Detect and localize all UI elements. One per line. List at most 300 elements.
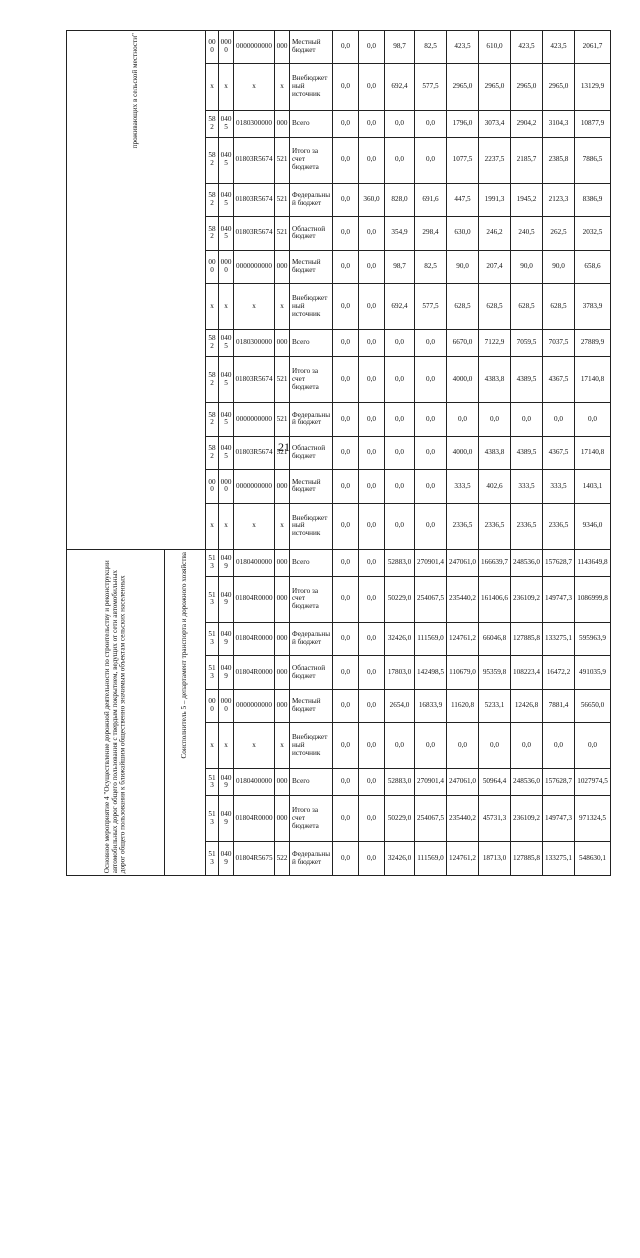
value-cell: 254067,5 <box>415 796 447 842</box>
value-cell: 12426,8 <box>511 689 543 722</box>
executor-cell-text: Соисполнитель 5 – департамент транспорта и дорожного хозяйства <box>180 551 189 759</box>
value-cell: 0,0 <box>447 723 479 769</box>
csr-cell: x <box>234 284 275 330</box>
value-cell: 0,0 <box>359 137 385 183</box>
value-cell: 235440,2 <box>447 576 479 622</box>
total-cell: 1143649,8 <box>575 549 611 576</box>
csr-cell: 0000000000 <box>234 689 275 722</box>
rz-cell: 0405 <box>219 330 234 357</box>
source-cell: Областной бюджет <box>290 656 333 689</box>
source-cell: Внебюджетный источник <box>290 503 333 549</box>
value-cell: 0,0 <box>333 250 359 283</box>
grbs-cell: x <box>206 284 219 330</box>
rz-cell: 0405 <box>219 436 234 469</box>
value-cell: 90,0 <box>447 250 479 283</box>
value-cell: 0,0 <box>415 723 447 769</box>
grbs-cell: 582 <box>206 403 219 436</box>
value-cell: 1991,3 <box>479 183 511 216</box>
csr-cell: 01804R5675 <box>234 842 275 876</box>
value-cell: 3104,3 <box>543 110 575 137</box>
csr-cell: 01804R0000 <box>234 622 275 655</box>
value-cell: 0,0 <box>333 576 359 622</box>
vr-cell: 000 <box>275 549 290 576</box>
value-cell: 2654,0 <box>385 689 415 722</box>
value-cell: 50229,0 <box>385 576 415 622</box>
value-cell: 18713,0 <box>479 842 511 876</box>
value-cell: 0,0 <box>359 842 385 876</box>
rz-cell: x <box>219 723 234 769</box>
value-cell: 32426,0 <box>385 622 415 655</box>
value-cell: 52883,0 <box>385 549 415 576</box>
value-cell: 157628,7 <box>543 549 575 576</box>
grbs-cell: 582 <box>206 436 219 469</box>
value-cell: 0,0 <box>385 403 415 436</box>
value-cell: 0,0 <box>333 549 359 576</box>
source-cell: Местный бюджет <box>290 250 333 283</box>
total-cell: 548630,1 <box>575 842 611 876</box>
value-cell: 4389,5 <box>511 436 543 469</box>
value-cell: 0,0 <box>359 284 385 330</box>
grbs-cell: x <box>206 723 219 769</box>
value-cell: 0,0 <box>359 576 385 622</box>
total-cell: 0,0 <box>575 723 611 769</box>
value-cell: 0,0 <box>359 470 385 503</box>
value-cell: 0,0 <box>511 723 543 769</box>
value-cell: 90,0 <box>543 250 575 283</box>
value-cell: 0,0 <box>385 470 415 503</box>
grbs-cell: 513 <box>206 576 219 622</box>
value-cell: 149747,3 <box>543 796 575 842</box>
grbs-cell: 000 <box>206 470 219 503</box>
value-cell: 2123,3 <box>543 183 575 216</box>
vr-cell: 521 <box>275 217 290 250</box>
total-cell: 7886,5 <box>575 137 611 183</box>
csr-cell: x <box>234 503 275 549</box>
value-cell: 0,0 <box>333 470 359 503</box>
value-cell: 0,0 <box>359 64 385 110</box>
value-cell: 577,5 <box>415 64 447 110</box>
grbs-cell: 000 <box>206 31 219 64</box>
rz-cell: 0405 <box>219 357 234 403</box>
vr-cell: x <box>275 284 290 330</box>
vr-cell: 522 <box>275 842 290 876</box>
value-cell: 0,0 <box>333 436 359 469</box>
rz-cell: 0405 <box>219 217 234 250</box>
value-cell: 142498,5 <box>415 656 447 689</box>
value-cell: 0,0 <box>333 842 359 876</box>
source-cell: Итого за счет бюджета <box>290 137 333 183</box>
value-cell: 66046,8 <box>479 622 511 655</box>
value-cell: 98,7 <box>385 250 415 283</box>
value-cell: 1945,2 <box>511 183 543 216</box>
measure-continued-cell-text: проживающих в сельской местности" <box>131 33 140 149</box>
csr-cell: 0000000000 <box>234 470 275 503</box>
value-cell: 95359,8 <box>479 656 511 689</box>
total-cell: 56650,0 <box>575 689 611 722</box>
value-cell: 4367,5 <box>543 357 575 403</box>
value-cell: 161406,6 <box>479 576 511 622</box>
vr-cell: 000 <box>275 576 290 622</box>
value-cell: 262,5 <box>543 217 575 250</box>
csr-cell: x <box>234 723 275 769</box>
csr-cell: 01803R5674 <box>234 436 275 469</box>
source-cell: Внебюджетный источник <box>290 723 333 769</box>
value-cell: 2336,5 <box>543 503 575 549</box>
value-cell: 236109,2 <box>511 576 543 622</box>
total-cell: 2061,7 <box>575 31 611 64</box>
total-cell: 0,0 <box>575 403 611 436</box>
value-cell: 333,5 <box>447 470 479 503</box>
value-cell: 423,5 <box>511 31 543 64</box>
source-cell: Федеральный бюджет <box>290 622 333 655</box>
value-cell: 11620,8 <box>447 689 479 722</box>
value-cell: 17803,0 <box>385 656 415 689</box>
value-cell: 207,4 <box>479 250 511 283</box>
value-cell: 0,0 <box>359 549 385 576</box>
value-cell: 628,5 <box>511 284 543 330</box>
measure-continued-cell <box>67 31 206 550</box>
vr-cell: 000 <box>275 656 290 689</box>
value-cell: 52883,0 <box>385 769 415 796</box>
vr-cell: 521 <box>275 436 290 469</box>
csr-cell: 0000000000 <box>234 403 275 436</box>
value-cell: 270901,4 <box>415 769 447 796</box>
value-cell: 828,0 <box>385 183 415 216</box>
value-cell: 354,9 <box>385 217 415 250</box>
value-cell: 0,0 <box>415 403 447 436</box>
measure-title-cell-text: Основное мероприятие 4 "Осуществление дорожной деятельности по строительству и реконструкции автомобильных дорог общего пользования с твердым покрытием, ведущих от сети автомобильных дорог общего пользования к ближайшим общественно значимым объектам сельских населенных <box>102 560 127 873</box>
source-cell: Областной бюджет <box>290 217 333 250</box>
value-cell: 0,0 <box>333 769 359 796</box>
value-cell: 7059,5 <box>511 330 543 357</box>
value-cell: 0,0 <box>359 436 385 469</box>
grbs-cell: 582 <box>206 110 219 137</box>
rz-cell: 0000 <box>219 470 234 503</box>
csr-cell: 0000000000 <box>234 250 275 283</box>
value-cell: 0,0 <box>385 137 415 183</box>
total-cell: 27889,9 <box>575 330 611 357</box>
value-cell: 0,0 <box>359 330 385 357</box>
value-cell: 0,0 <box>333 622 359 655</box>
value-cell: 50964,4 <box>479 769 511 796</box>
value-cell: 7881,4 <box>543 689 575 722</box>
value-cell: 2336,5 <box>511 503 543 549</box>
value-cell: 333,5 <box>543 470 575 503</box>
value-cell: 2237,5 <box>479 137 511 183</box>
value-cell: 628,5 <box>543 284 575 330</box>
value-cell: 0,0 <box>415 330 447 357</box>
value-cell: 133275,1 <box>543 842 575 876</box>
value-cell: 2385,8 <box>543 137 575 183</box>
vr-cell: x <box>275 723 290 769</box>
csr-cell: 0180300000 <box>234 110 275 137</box>
value-cell: 124761,2 <box>447 622 479 655</box>
grbs-cell: x <box>206 503 219 549</box>
csr-cell: 0180300000 <box>234 330 275 357</box>
total-cell: 13129,9 <box>575 64 611 110</box>
rz-cell: 0409 <box>219 842 234 876</box>
rz-cell: 0409 <box>219 549 234 576</box>
vr-cell: x <box>275 503 290 549</box>
value-cell: 628,5 <box>447 284 479 330</box>
value-cell: 270901,4 <box>415 549 447 576</box>
value-cell: 0,0 <box>333 330 359 357</box>
source-cell: Итого за счет бюджета <box>290 357 333 403</box>
executor-cell <box>165 549 206 875</box>
source-cell: Местный бюджет <box>290 689 333 722</box>
value-cell: 235440,2 <box>447 796 479 842</box>
value-cell: 0,0 <box>415 137 447 183</box>
grbs-cell: 582 <box>206 137 219 183</box>
value-cell: 4000,0 <box>447 357 479 403</box>
value-cell: 692,4 <box>385 284 415 330</box>
total-cell: 17140,8 <box>575 436 611 469</box>
value-cell: 0,0 <box>359 357 385 403</box>
value-cell: 5233,1 <box>479 689 511 722</box>
csr-cell: 01804R0000 <box>234 576 275 622</box>
value-cell: 0,0 <box>479 723 511 769</box>
grbs-cell: 000 <box>206 689 219 722</box>
vr-cell: 521 <box>275 137 290 183</box>
value-cell: 248536,0 <box>511 769 543 796</box>
rz-cell: x <box>219 284 234 330</box>
value-cell: 7037,5 <box>543 330 575 357</box>
source-cell: Местный бюджет <box>290 31 333 64</box>
grbs-cell: 513 <box>206 769 219 796</box>
value-cell: 111569,0 <box>415 842 447 876</box>
total-cell: 2032,5 <box>575 217 611 250</box>
value-cell: 610,0 <box>479 31 511 64</box>
value-cell: 2336,5 <box>479 503 511 549</box>
value-cell: 360,0 <box>359 183 385 216</box>
value-cell: 111569,0 <box>415 622 447 655</box>
rz-cell: 0405 <box>219 110 234 137</box>
total-cell: 8386,9 <box>575 183 611 216</box>
source-cell: Итого за счет бюджета <box>290 576 333 622</box>
value-cell: 0,0 <box>359 769 385 796</box>
value-cell: 2336,5 <box>447 503 479 549</box>
rz-cell: x <box>219 64 234 110</box>
rz-cell: x <box>219 503 234 549</box>
source-cell: Всего <box>290 769 333 796</box>
value-cell: 423,5 <box>447 31 479 64</box>
value-cell: 0,0 <box>447 403 479 436</box>
value-cell: 577,5 <box>415 284 447 330</box>
value-cell: 0,0 <box>359 503 385 549</box>
grbs-cell: 582 <box>206 357 219 403</box>
csr-cell: 01804R0000 <box>234 656 275 689</box>
value-cell: 0,0 <box>333 137 359 183</box>
source-cell: Областной бюджет <box>290 436 333 469</box>
csr-cell: 01803R5674 <box>234 137 275 183</box>
source-cell: Федеральный бюджет <box>290 403 333 436</box>
value-cell: 4383,8 <box>479 357 511 403</box>
page-number: 21 <box>278 440 290 454</box>
total-cell: 971324,5 <box>575 796 611 842</box>
vr-cell: 521 <box>275 183 290 216</box>
value-cell: 0,0 <box>359 796 385 842</box>
value-cell: 236109,2 <box>511 796 543 842</box>
grbs-cell: 513 <box>206 622 219 655</box>
value-cell: 628,5 <box>479 284 511 330</box>
value-cell: 0,0 <box>333 656 359 689</box>
value-cell: 423,5 <box>543 31 575 64</box>
total-cell: 1027974,5 <box>575 769 611 796</box>
total-cell: 658,6 <box>575 250 611 283</box>
source-cell: Местный бюджет <box>290 470 333 503</box>
value-cell: 247061,0 <box>447 769 479 796</box>
value-cell: 0,0 <box>359 656 385 689</box>
source-cell: Всего <box>290 330 333 357</box>
vr-cell: 000 <box>275 796 290 842</box>
value-cell: 0,0 <box>333 357 359 403</box>
value-cell: 2965,0 <box>543 64 575 110</box>
value-cell: 0,0 <box>415 503 447 549</box>
value-cell: 0,0 <box>359 403 385 436</box>
csr-cell: 01803R5674 <box>234 183 275 216</box>
value-cell: 0,0 <box>333 31 359 64</box>
value-cell: 45731,3 <box>479 796 511 842</box>
value-cell: 0,0 <box>415 357 447 403</box>
value-cell: 4389,5 <box>511 357 543 403</box>
value-cell: 691,6 <box>415 183 447 216</box>
value-cell: 2185,7 <box>511 137 543 183</box>
source-cell: Внебюджетный источник <box>290 64 333 110</box>
value-cell: 3073,4 <box>479 110 511 137</box>
csr-cell: 0180400000 <box>234 549 275 576</box>
grbs-cell: 582 <box>206 217 219 250</box>
grbs-cell: 582 <box>206 330 219 357</box>
value-cell: 0,0 <box>359 689 385 722</box>
csr-cell: 0000000000 <box>234 31 275 64</box>
total-cell: 9346,0 <box>575 503 611 549</box>
vr-cell: 000 <box>275 250 290 283</box>
source-cell: Всего <box>290 549 333 576</box>
vr-cell: 521 <box>275 357 290 403</box>
value-cell: 0,0 <box>385 723 415 769</box>
rz-cell: 0409 <box>219 622 234 655</box>
value-cell: 0,0 <box>385 330 415 357</box>
csr-cell: 0180400000 <box>234 769 275 796</box>
value-cell: 0,0 <box>385 436 415 469</box>
value-cell: 0,0 <box>333 689 359 722</box>
grbs-cell: 000 <box>206 250 219 283</box>
value-cell: 1077,5 <box>447 137 479 183</box>
value-cell: 0,0 <box>511 403 543 436</box>
csr-cell: 01803R5674 <box>234 217 275 250</box>
value-cell: 0,0 <box>359 31 385 64</box>
grbs-cell: 513 <box>206 842 219 876</box>
value-cell: 0,0 <box>333 217 359 250</box>
total-cell: 3783,9 <box>575 284 611 330</box>
rz-cell: 0000 <box>219 31 234 64</box>
total-cell: 1086999,8 <box>575 576 611 622</box>
value-cell: 0,0 <box>359 217 385 250</box>
value-cell: 127885,8 <box>511 842 543 876</box>
value-cell: 108223,4 <box>511 656 543 689</box>
value-cell: 127885,8 <box>511 622 543 655</box>
grbs-cell: 513 <box>206 549 219 576</box>
value-cell: 1796,0 <box>447 110 479 137</box>
value-cell: 402,6 <box>479 470 511 503</box>
value-cell: 333,5 <box>511 470 543 503</box>
value-cell: 298,4 <box>415 217 447 250</box>
value-cell: 0,0 <box>333 403 359 436</box>
vr-cell: x <box>275 64 290 110</box>
value-cell: 0,0 <box>415 436 447 469</box>
value-cell: 6670,0 <box>447 330 479 357</box>
value-cell: 82,5 <box>415 250 447 283</box>
value-cell: 248536,0 <box>511 549 543 576</box>
value-cell: 2904,2 <box>511 110 543 137</box>
value-cell: 157628,7 <box>543 769 575 796</box>
value-cell: 82,5 <box>415 31 447 64</box>
vr-cell: 000 <box>275 31 290 64</box>
value-cell: 7122,9 <box>479 330 511 357</box>
csr-cell: 01803R5674 <box>234 357 275 403</box>
total-cell: 595963,9 <box>575 622 611 655</box>
value-cell: 98,7 <box>385 31 415 64</box>
value-cell: 124761,2 <box>447 842 479 876</box>
value-cell: 0,0 <box>543 723 575 769</box>
value-cell: 110679,0 <box>447 656 479 689</box>
value-cell: 0,0 <box>543 403 575 436</box>
value-cell: 254067,5 <box>415 576 447 622</box>
value-cell: 0,0 <box>415 110 447 137</box>
value-cell: 246,2 <box>479 217 511 250</box>
value-cell: 0,0 <box>415 470 447 503</box>
value-cell: 247061,0 <box>447 549 479 576</box>
rz-cell: 0409 <box>219 656 234 689</box>
value-cell: 630,0 <box>447 217 479 250</box>
value-cell: 4367,5 <box>543 436 575 469</box>
vr-cell: 000 <box>275 470 290 503</box>
value-cell: 133275,1 <box>543 622 575 655</box>
total-cell: 17140,8 <box>575 357 611 403</box>
total-cell: 491035,9 <box>575 656 611 689</box>
value-cell: 0,0 <box>385 357 415 403</box>
vr-cell: 000 <box>275 622 290 655</box>
vr-cell: 000 <box>275 330 290 357</box>
value-cell: 32426,0 <box>385 842 415 876</box>
value-cell: 0,0 <box>333 110 359 137</box>
rz-cell: 0000 <box>219 689 234 722</box>
total-cell: 1403,1 <box>575 470 611 503</box>
value-cell: 0,0 <box>333 284 359 330</box>
csr-cell: x <box>234 64 275 110</box>
rz-cell: 0409 <box>219 576 234 622</box>
source-cell: Всего <box>290 110 333 137</box>
budget-table <box>66 30 608 876</box>
value-cell: 50229,0 <box>385 796 415 842</box>
source-cell: Итого за счет бюджета <box>290 796 333 842</box>
value-cell: 0,0 <box>385 110 415 137</box>
rz-cell: 0405 <box>219 403 234 436</box>
vr-cell: 000 <box>275 110 290 137</box>
rz-cell: 0409 <box>219 769 234 796</box>
value-cell: 2965,0 <box>447 64 479 110</box>
value-cell: 2965,0 <box>511 64 543 110</box>
vr-cell: 000 <box>275 769 290 796</box>
value-cell: 149747,3 <box>543 576 575 622</box>
measure-title-cell <box>67 549 165 875</box>
value-cell: 0,0 <box>359 110 385 137</box>
value-cell: 4000,0 <box>447 436 479 469</box>
value-cell: 240,5 <box>511 217 543 250</box>
value-cell: 166639,7 <box>479 549 511 576</box>
value-cell: 0,0 <box>359 622 385 655</box>
value-cell: 0,0 <box>385 503 415 549</box>
